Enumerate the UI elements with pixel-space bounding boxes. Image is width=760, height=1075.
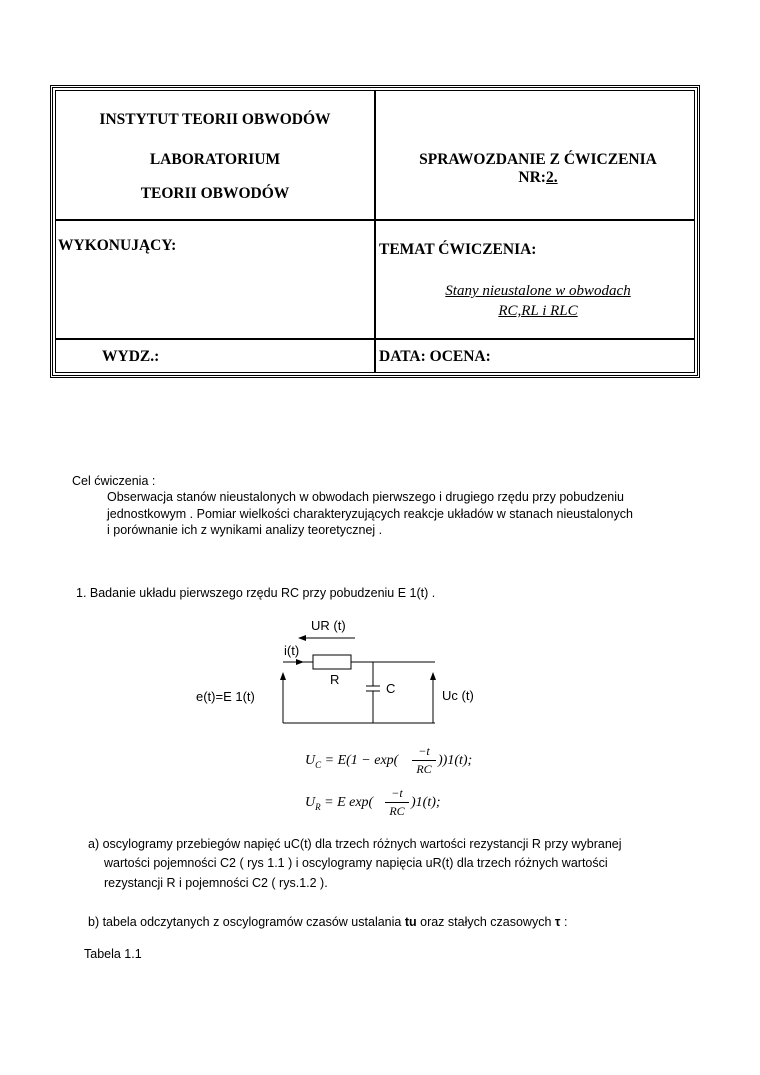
row-divider-2 (56, 338, 694, 340)
header-table (50, 85, 700, 378)
aim-heading: Cel ćwiczenia : (72, 474, 156, 488)
ur-fraction-numerator: −t (391, 786, 403, 800)
aim-line-1: Obserwacja stanów nieustalonych w obwodach pierwszego i drugiego rzędu przy pobudzeniu (107, 490, 624, 504)
item-b: b) tabela odczytanych z oscylogramów czasów ustalania tu oraz stałych czasowych τ : (88, 915, 568, 929)
section-1-title: 1. Badanie układu pierwszego rzędu RC przy pobudzeniu E 1(t) . (76, 586, 436, 600)
row-divider-1 (56, 219, 694, 221)
item-a-line-2: wartości pojemności C2 ( rys 1.1 ) i oscylogramy napięcia uR(t) dla trzech różnych wartości (104, 856, 608, 870)
item-a-line-3: rezystancji R i pojemności C2 ( rys.1.2 ). (104, 876, 328, 890)
uc-fraction-denominator: RC (416, 762, 432, 776)
current-label: i(t) (284, 643, 300, 658)
source-label: e(t)=E 1(t) (196, 689, 255, 704)
source-arrow-head (280, 672, 286, 680)
ur-equation-tail: )1(t); (411, 795, 441, 810)
column-divider (374, 91, 376, 372)
institute-name: INSTYTUT TEORII OBWODÓW (99, 111, 331, 128)
ur-label: UR (t) (311, 618, 346, 633)
rc-circuit-diagram (180, 612, 500, 742)
report-number: NR:2. (518, 169, 558, 186)
equation-uc: $U_C = E(1 - \exp$( −t RC ))1(t); (305, 744, 473, 776)
uc-label: Uc (t) (442, 688, 474, 703)
ur-fraction-denominator: RC (389, 804, 405, 818)
item-a-line-1: a) oscylogramy przebiegów napięć uC(t) dla trzech różnych wartości rezystancji R przy wybranej (88, 837, 622, 851)
resistor-symbol (313, 655, 351, 669)
aim-line-2: jednostkowym . Pomiar wielkości charakteryzujących reakcje układów w stanach nieustalonych (107, 507, 633, 521)
performers-label: WYKONUJĄCY: (58, 237, 177, 254)
topic-line-2: RC,RL i RLC (498, 303, 578, 319)
aim-line-3: i porównanie ich z wynikami analizy teoretycznej . (107, 523, 383, 537)
ur-fraction-bar (385, 802, 409, 803)
topic-line-1: Stany nieustalone w obwodach (445, 283, 631, 299)
header-table-frame (55, 90, 695, 373)
equation-ur: $U_R = E$ exp( −t RC )1(t); (305, 786, 441, 818)
faculty-label: WYDZ.: (102, 348, 160, 365)
resistor-label: R (330, 672, 340, 687)
uc-equation-tail: ))1(t); (438, 753, 473, 768)
topic-label: TEMAT ĆWICZENIA: (379, 241, 537, 258)
current-arrow-head (296, 659, 304, 665)
report-title: SPRAWOZDANIE Z ĆWICZENIA (419, 151, 657, 168)
uc-arrow-head (430, 672, 436, 680)
date-grade-label: DATA: OCENA: (379, 348, 491, 365)
uc-fraction-bar (412, 760, 436, 761)
ur-arrow-head (298, 635, 306, 641)
uc-fraction-numerator: −t (418, 744, 430, 758)
capacitor-label: C (386, 681, 396, 696)
lab-line-1: LABORATORIUM (149, 151, 281, 168)
table-caption: Tabela 1.1 (84, 947, 142, 961)
lab-line-2: TEORII OBWODÓW (140, 185, 290, 202)
